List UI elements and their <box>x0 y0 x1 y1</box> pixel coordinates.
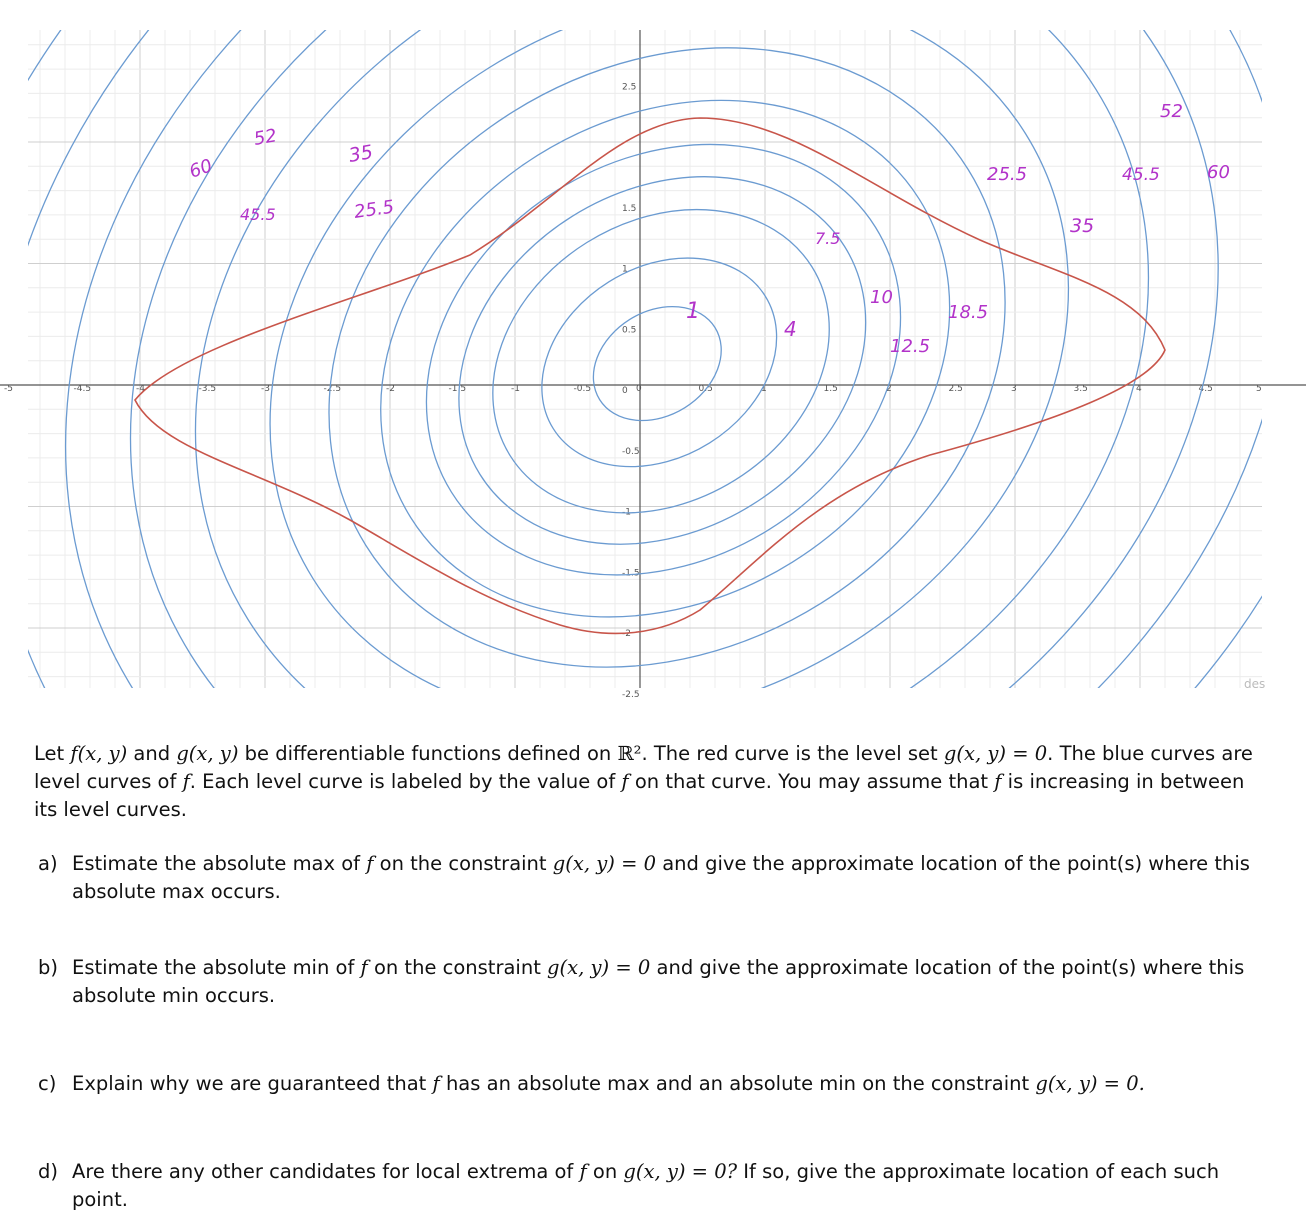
x-tick-label: 1.5 <box>823 384 838 394</box>
level-label: 12.5 <box>890 336 931 357</box>
level-label: 10 <box>870 287 893 308</box>
y-tick-label: 1.5 <box>622 203 637 214</box>
level-curve <box>503 216 816 510</box>
level-curve <box>133 0 1206 712</box>
x-tick-label: 0.5 <box>698 384 713 394</box>
x-tick-label: -1.5 <box>448 384 467 394</box>
level-label: 18.5 <box>948 302 989 323</box>
x-tick-label: 3 <box>1011 384 1017 394</box>
y-tick-label: -0.5 <box>622 446 640 457</box>
level-label: 25.5 <box>352 196 396 223</box>
question-c: c) Explain why we are guaranteed that f has an absolute max and an absolute min on the constraint g(x, y) = 0. <box>38 1072 1145 1095</box>
x-tick-label: 1 <box>761 384 767 394</box>
x-tick-label: -3 <box>261 384 270 394</box>
watermark: des <box>1244 677 1266 691</box>
y-tick-label: -1.5 <box>622 568 640 579</box>
level-label: 4 <box>784 317 797 341</box>
x-tick-label: -1 <box>511 384 520 394</box>
x-tick-label: 4 <box>1136 384 1142 394</box>
y-tick-label: -2.5 <box>622 689 640 700</box>
level-label: 45.5 <box>1122 165 1160 185</box>
x-tick-label: 4.5 <box>1198 384 1213 394</box>
x-tick-label: 3.5 <box>1073 384 1088 394</box>
level-label: 35 <box>347 141 375 167</box>
x-tick-label: -4 <box>136 384 145 394</box>
x-tick-label: -0.5 <box>573 384 592 394</box>
level-label: 7.5 <box>815 229 841 248</box>
grid <box>28 30 1262 688</box>
question-a: a) Estimate the absolute max of f on the constraint g(x, y) = 0 and give the approximate location of the point(s) where this absolute max occurs. <box>38 852 1250 903</box>
level-label: 52 <box>1160 101 1183 122</box>
level-label: 35 <box>1070 215 1095 237</box>
x-tick-label: -4.5 <box>73 384 92 394</box>
level-curve <box>572 283 742 443</box>
x-tick-label: 2.5 <box>948 384 963 394</box>
x-tick-label: -3.5 <box>198 384 217 394</box>
x-tick-label: 5 <box>1256 384 1262 394</box>
level-curve <box>212 0 1121 712</box>
level-curve <box>345 58 981 662</box>
y-tick-label: 1 <box>622 264 628 275</box>
level-label: 1 <box>686 299 700 324</box>
y-tick-label: 0.5 <box>622 325 637 336</box>
x-tick-label: 0 <box>636 384 642 394</box>
y-tick-label: -2 <box>622 629 631 639</box>
question-b: b) Estimate the absolute min of f on the constraint g(x, y) = 0 and give the approximate location of the point(s) where this absolute min occurs. <box>38 956 1245 1007</box>
y-tick-label: -1 <box>622 507 631 518</box>
level-label: 52 <box>252 125 279 150</box>
level-label: 45.5 <box>240 205 276 224</box>
x-tick-label: -2.5 <box>323 384 342 394</box>
x-tick-label: -2 <box>386 384 395 394</box>
level-label: 60 <box>186 155 216 183</box>
x-tick-label: -5 <box>4 384 13 394</box>
x-tick-label: 2 <box>886 384 892 394</box>
y-tick-label: 2.5 <box>622 82 637 93</box>
level-label: 60 <box>1207 162 1230 183</box>
level-label: 25.5 <box>987 164 1028 185</box>
question-d: d) Are there any other candidates for local extrema of f on g(x, y) = 0? If so, give the approximate location of each such point. <box>38 1160 1220 1211</box>
intro-paragraph: Let f(x, y) and g(x, y) be differentiable functions defined on ℝ². The red curve is the level set g(x, y) = 0. The blue curves are level curves of f. Each level curve is labeled by the value of f on that curve. You may assume that f is increasing in between its level curves. <box>34 742 1253 821</box>
y-tick-label: 0 <box>622 386 628 396</box>
